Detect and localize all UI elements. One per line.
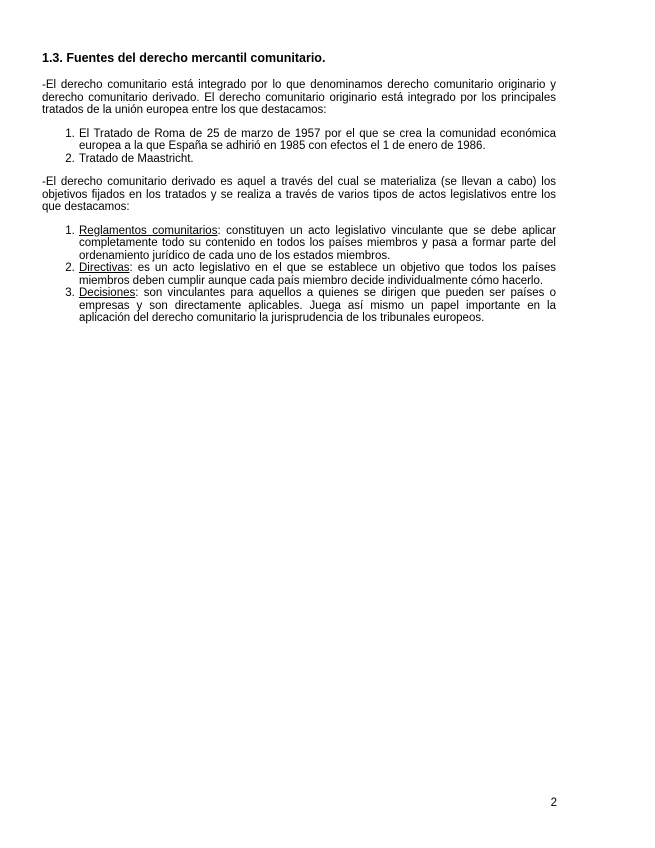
treaties-list bbox=[42, 128, 556, 166]
page-number: 2 bbox=[550, 797, 557, 809]
list-item: 2. Tratado de Maastricht. bbox=[78, 153, 556, 166]
term-description: : constituyen un acto legislativo vinculante que se debe aplicar completamente todo su contenido en todos los países miembros y pasa a formar parte del ordenamiento jurídico de cada uno de los estados miembros. bbox=[79, 224, 556, 262]
term-directivas: Directivas bbox=[79, 262, 130, 274]
term-reglamentos: Reglamentos comunitarios bbox=[79, 224, 218, 237]
section-heading: 1.3. Fuentes del derecho mercantil comunitario. bbox=[42, 51, 326, 65]
document-body bbox=[42, 51, 556, 336]
list-item: 1. El Tratado de Roma de 25 de marzo de 1957 por el que se crea la comunidad económica europea a la que España se adhirió en 1985 con efectos el 1 de enero de 1986. bbox=[78, 128, 556, 153]
list-item bbox=[78, 225, 556, 263]
list-item bbox=[78, 287, 556, 325]
list-item bbox=[78, 262, 556, 287]
derived-law-paragraph: -El derecho comunitario derivado es aquel a través del cual se materializa (se llevan a cabo) los objetivos fijados en los tratados y se realiza a través de varios tipos de actos legislativos entre los que destacamos: bbox=[42, 176, 556, 213]
term-description: : son vinculantes para aquellos a quienes se dirigen que pueden ser países o empresas y son directamente aplicables. Juega así mismo un papel importante en la aplicación del derecho comunitario la jurisprudencia de los tribunales europeos. bbox=[79, 287, 556, 324]
term-description: : es un acto legislativo en el que se establece un objetivo que todos los países miembros deben cumplir aunque cada país miembro decide individualmente cómo hacerlo. bbox=[79, 262, 556, 287]
intro-paragraph: -El derecho comunitario está integrado por lo que denominamos derecho comunitario originario y derecho comunitario derivado. El derecho comunitario originario está integrado por los principales tratados de la unión europea entre los que destacamos: bbox=[42, 79, 556, 116]
legislative-acts-list bbox=[42, 225, 556, 325]
term-decisiones: Decisiones bbox=[79, 287, 136, 299]
